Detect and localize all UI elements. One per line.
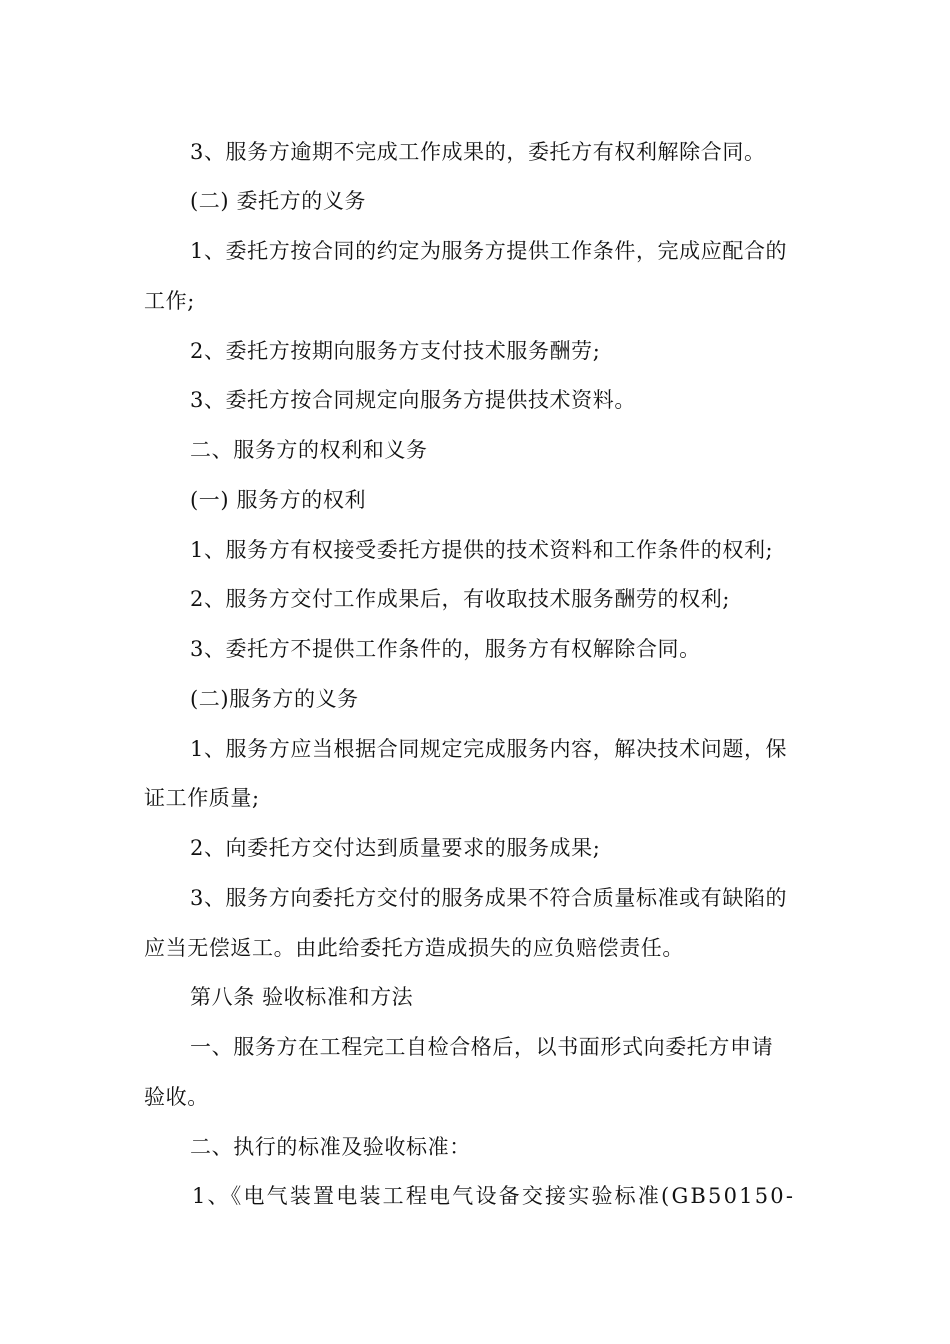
paragraph-line: 一、服务方在工程完工自检合格后，以书面形式向委托方申请 [190,1035,774,1059]
paragraph-line: 3、委托方不提供工作条件的，服务方有权解除合同。 [190,637,701,661]
paragraph-line: 3、委托方按合同规定向服务方提供技术资料。 [190,388,636,412]
paragraph-line: 1、服务方有权接受委托方提供的技术资料和工作条件的权利; [190,538,774,562]
paragraph-line: 应当无偿返工。由此给委托方造成损失的应负赔偿责任。 [144,936,684,960]
paragraph-line: 1、《电气装置电装工程电气设备交接实验标准(GB50150- [192,1184,796,1208]
section-heading: 二、服务方的权利和义务 [190,438,428,462]
paragraph-line: 1、服务方应当根据合同规定完成服务内容，解决技术问题，保 [190,737,788,761]
paragraph-line: 2、向委托方交付达到质量要求的服务成果; [190,836,601,860]
paragraph-line: 2、服务方交付工作成果后，有收取技术服务酬劳的权利; [190,587,731,611]
paragraph-line: 证工作质量; [144,786,260,810]
paragraph-line: 3、服务方向委托方交付的服务成果不符合质量标准或有缺陷的 [190,886,788,910]
paragraph-line: 验收。 [144,1085,209,1109]
paragraph-line: 3、服务方逾期不完成工作成果的，委托方有权利解除合同。 [190,140,766,164]
paragraph-line: 2、委托方按期向服务方支付技术服务酬劳; [190,339,601,363]
paragraph-line: 1、委托方按合同的约定为服务方提供工作条件，完成应配合的 [190,239,788,263]
paragraph-line: 工作; [144,289,195,313]
section-heading: (二) 委托方的义务 [190,189,367,213]
section-heading: (二)服务方的义务 [190,687,359,711]
section-heading: (一) 服务方的权利 [190,488,367,512]
article-heading: 第八条 验收标准和方法 [190,985,414,1009]
paragraph-line: 二、执行的标准及验收标准： [190,1135,471,1159]
